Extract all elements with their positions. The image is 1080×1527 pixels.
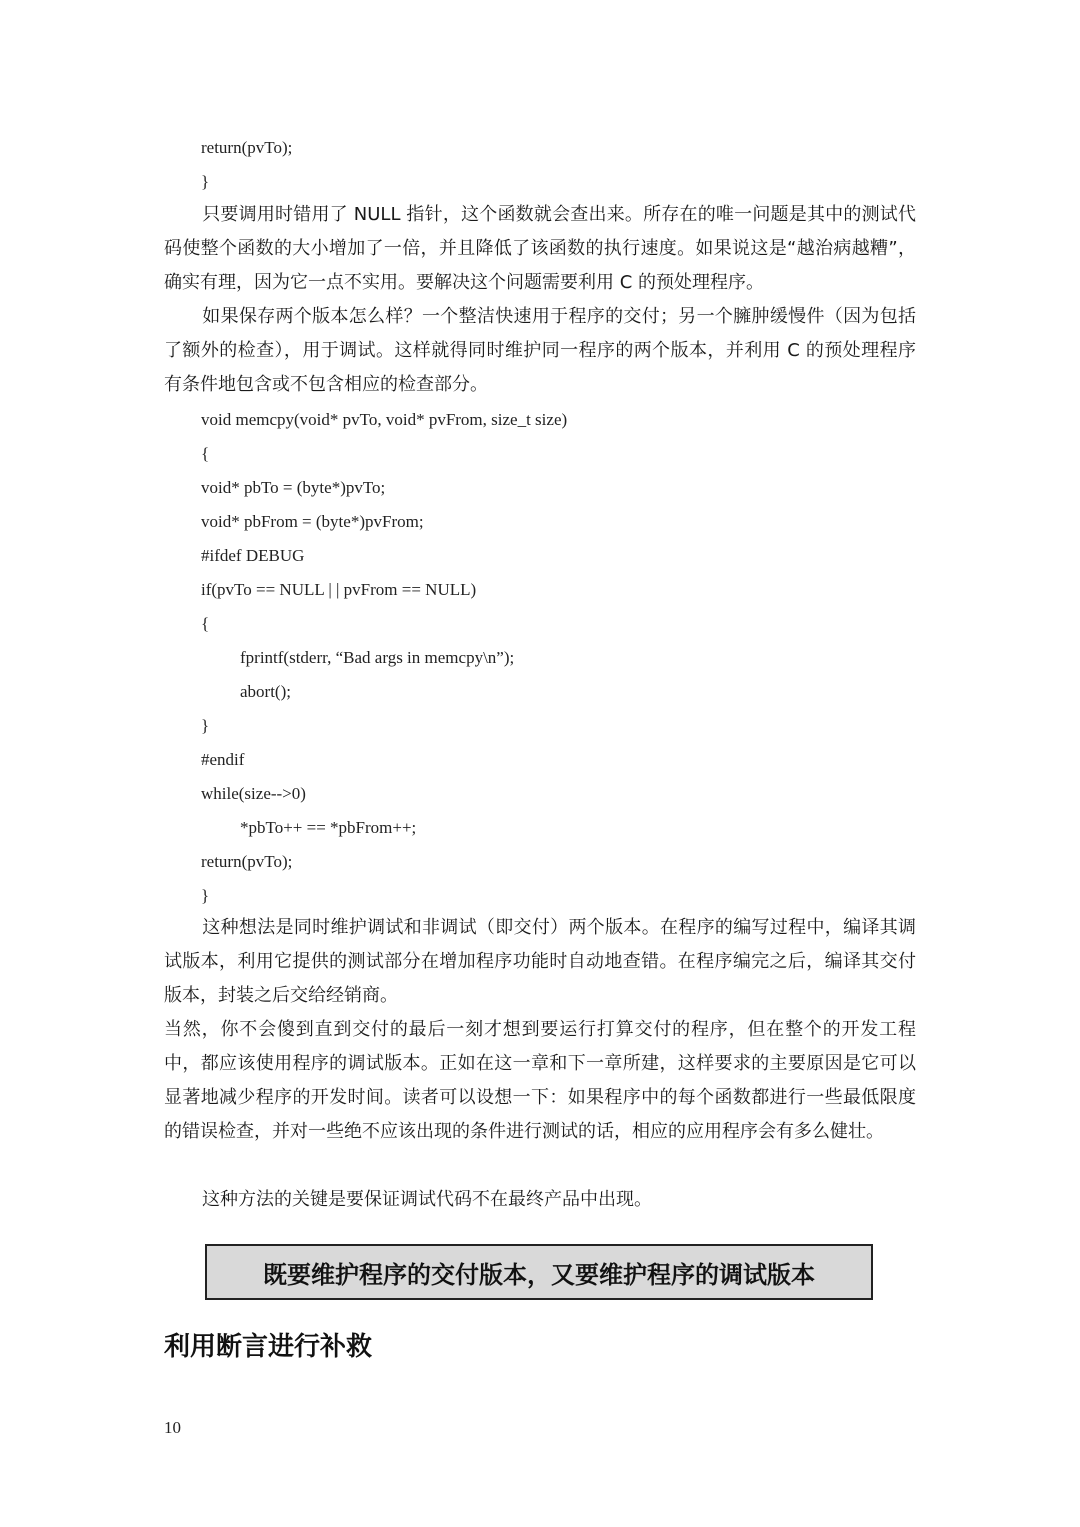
code-line: abort(); xyxy=(240,682,291,701)
paragraph-text: 这种方法的关键是要保证调试代码不在最终产品中出现。 xyxy=(202,1189,652,1210)
paragraph-text: 当然，你不会傻到直到交付的最后一刻才想到要运行打算交付的程序，但在整个的开发工程中，都应该使用程序的调试版本。正如在这一章和下一章所建，这样要求的主要原因是它可以显著地减少程序的开发时间。读者可以设想一下：如果程序中的每个函数都进行一些最低限度的错误检查，并对一些绝不应该出现的条件进行测试的话，相应的应用程序会有多么健壮。 xyxy=(164,1019,916,1142)
code-line: void* pbFrom = (byte*)pvFrom; xyxy=(201,512,424,531)
section-heading: 利用断言进行补救 xyxy=(164,1332,373,1362)
body-paragraph xyxy=(164,1183,916,1217)
code-line: return(pvTo); xyxy=(201,138,293,157)
code-line: { xyxy=(201,444,210,463)
code-line: *pbTo++ == *pbFrom++; xyxy=(240,818,417,837)
code-line: } xyxy=(201,172,210,191)
body-paragraph xyxy=(164,198,916,300)
code-line: return(pvTo); xyxy=(201,852,293,871)
code-line: if(pvTo == NULL | | pvFrom == NULL) xyxy=(201,580,477,599)
code-line: #endif xyxy=(201,750,245,769)
paragraph-text: 如果保存两个版本怎么样？一个整洁快速用于程序的交付；另一个臃肿缓慢件（因为包括了额外的检查），用于调试。这样就得同时维护同一程序的两个版本，并利用 C 的预处理程序有条件地包含或不包含相应的检查部分。 xyxy=(164,306,916,395)
paragraph-text: 这种想法是同时维护调试和非调试（即交付）两个版本。在程序的编写过程中，编译其调试版本，利用它提供的测试部分在增加程序功能时自动地查错。在程序编完之后，编译其交付版本，封装之后交给经销商。 xyxy=(164,917,916,1006)
code-line: } xyxy=(201,716,210,735)
code-line: { xyxy=(201,614,210,633)
paragraph-text: 只要调用时错用了 NULL 指针，这个函数就会查出来。所存在的唯一问题是其中的测试代码使整个函数的大小增加了一倍，并且降低了该函数的执行速度。如果说这是“越治病越糟”，确实有理，因为它一点不实用。要解决这个问题需要利用 C 的预处理程序。 xyxy=(164,204,916,293)
code-line: void memcpy(void* pvTo, void* pvFrom, size_t size) xyxy=(201,410,568,429)
body-paragraph xyxy=(164,1013,916,1149)
callout-text: 既要维护程序的交付版本，又要维护程序的调试版本 xyxy=(263,1260,815,1289)
code-line: #ifdef DEBUG xyxy=(201,546,305,565)
code-line: } xyxy=(201,886,210,905)
code-line: while(size-->0) xyxy=(201,784,306,803)
body-paragraph xyxy=(164,300,916,402)
page-number: 10 xyxy=(164,1418,181,1437)
highlight-callout-box xyxy=(205,1244,873,1300)
code-line: fprintf(stderr, “Bad args in memcpy\n”); xyxy=(240,648,515,667)
code-line: void* pbTo = (byte*)pvTo; xyxy=(201,478,386,497)
body-paragraph xyxy=(164,911,916,1013)
